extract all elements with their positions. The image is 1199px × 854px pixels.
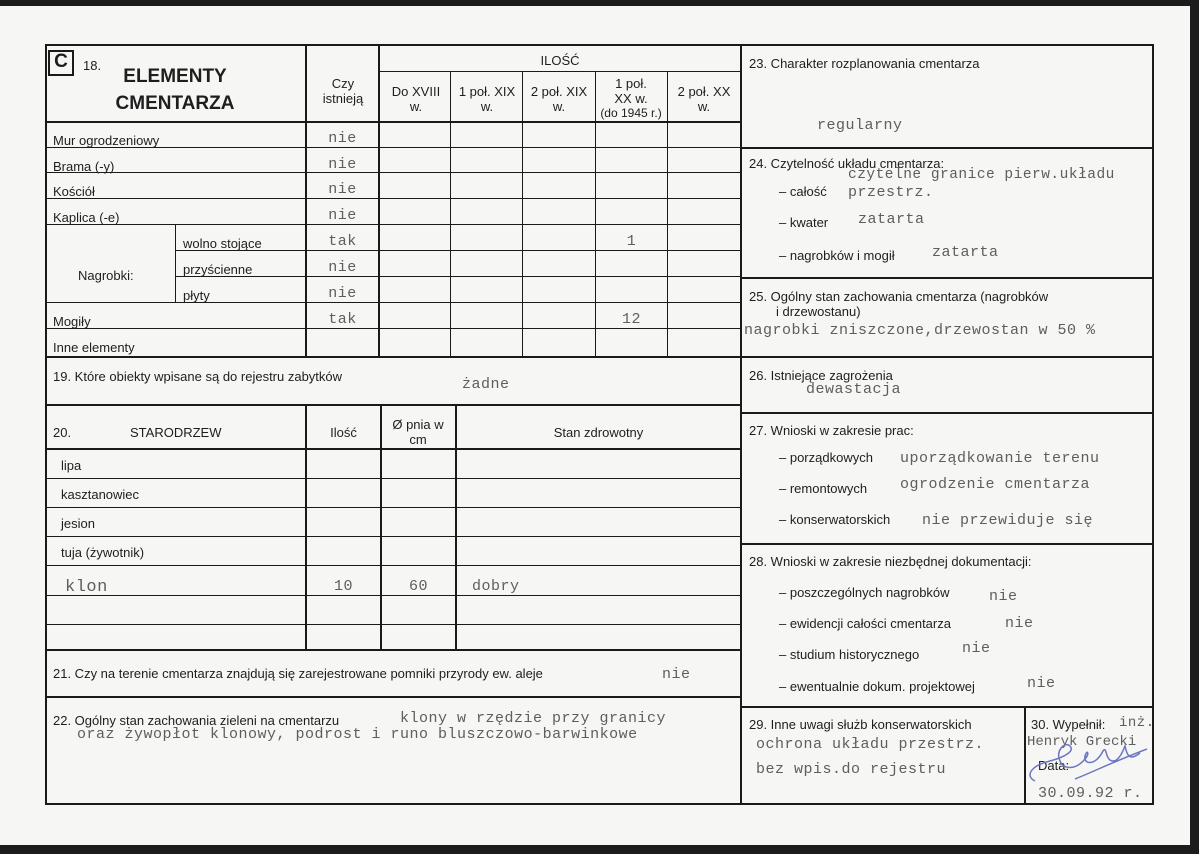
column-header: Ilość (330, 425, 357, 440)
typed-value: ochrona układu przestrz. (756, 736, 985, 753)
column-header: 1 poł. XIX w. (458, 84, 516, 114)
section-title: STARODRZEW (130, 425, 222, 440)
item-label: – studium historycznego (779, 647, 920, 662)
typed-value: żadne (462, 376, 510, 393)
typed-value: inż. (1119, 715, 1155, 731)
typed-value: nie (989, 588, 1018, 605)
signature-mark (1015, 731, 1155, 791)
column-header: Stan zdrowotny (553, 425, 644, 440)
typed-value: 60 (408, 578, 428, 595)
species-label: lipa (61, 458, 82, 473)
row-label: Inne elementy (53, 340, 135, 355)
typed-value: nie (1027, 675, 1056, 692)
exists-value: nie (328, 285, 357, 302)
typed-value: uporządkowanie terenu (900, 450, 1100, 467)
section-label: 21. Czy na terenie cmentarza znajdują się zarejestrowane pomniki przyrody ew. aleje (53, 666, 543, 681)
section-label: 24. Czytelność układu cmentarza: (749, 156, 945, 171)
row-label: Mur ogrodzeniowy (53, 133, 160, 148)
section-label: 29. Inne uwagi służb konserwatorskich (749, 717, 972, 732)
column-header: 1 poł. XX w. (614, 76, 648, 106)
typed-value: dewastacja (806, 381, 902, 398)
section-label: 19. Które obiekty wpisane są do rejestru zabytków (53, 369, 343, 384)
section-label: 27. Wnioski w zakresie prac: (749, 423, 914, 438)
row-label: przyścienne (183, 262, 253, 277)
row-label: Nagrobki: (78, 268, 134, 283)
column-header: Czy istnieją (322, 76, 364, 106)
form-code: C (54, 51, 68, 72)
exists-value: nie (328, 156, 357, 173)
item-label: – porządkowych (779, 450, 873, 465)
row-label: Kaplica (-e) (53, 210, 120, 225)
section-label: 23. Charakter rozplanowania cmentarza (749, 56, 980, 71)
typed-value: Henryk Grecki (1027, 734, 1137, 750)
typed-value: klony w rzędzie przy granicy (400, 710, 667, 727)
form-sheet (0, 6, 1190, 845)
column-header: (do 1945 r.) (600, 106, 662, 120)
species-label: tuja (żywotnik) (61, 545, 145, 560)
exists-value: nie (328, 259, 357, 276)
row-label: Brama (-y) (53, 159, 115, 174)
row-label: Kościół (53, 184, 95, 199)
exists-value: tak (328, 233, 357, 250)
typed-value: czytelne granice pierw.układu (848, 167, 1115, 183)
typed-value: nie (962, 640, 991, 657)
typed-value: nie (662, 666, 691, 683)
column-header: Do XVIII w. (391, 84, 441, 114)
typed-value: przestrz. (848, 184, 934, 201)
exists-value: nie (328, 130, 357, 147)
exists-value: nie (328, 207, 357, 224)
item-label: – kwater (779, 215, 829, 230)
count-value: 12 (621, 311, 641, 328)
row-label: wolno stojące (183, 236, 262, 251)
date-label: Data: (1038, 758, 1070, 773)
section-label: i drzewostanu) (776, 304, 861, 319)
typed-value: nie (1005, 615, 1034, 632)
item-label: – nagrobków i mogił (779, 248, 895, 263)
section-label: 26. Istniejące zagrożenia (749, 368, 893, 383)
section-title: ELEMENTY (123, 66, 227, 87)
typed-value: ogrodzenie cmentarza (900, 476, 1091, 493)
item-label: – poszczególnych nagrobków (779, 585, 950, 600)
row-label: Mogiły (53, 314, 91, 329)
typed-value: nie przewiduje się (922, 512, 1094, 529)
row-label: płyty (183, 288, 210, 303)
count-value: 1 (626, 233, 637, 250)
typed-value: 30.09.92 r. (1038, 785, 1143, 802)
species-label: kasztanowiec (61, 487, 140, 502)
column-header: 2 poł. XIX w. (530, 84, 588, 114)
typed-value: nagrobki zniszczone,drzewostan w 50 % (744, 322, 1096, 339)
column-header: ILOŚĆ (540, 53, 580, 68)
item-label: – ewidencji całości cmentarza (779, 616, 951, 631)
species-label: jesion (61, 516, 95, 531)
typed-value: zatarta (858, 211, 925, 228)
exists-value: tak (328, 311, 357, 328)
item-label: – konserwatorskich (779, 512, 891, 527)
item-label: – remontowych (779, 481, 868, 496)
typed-value: klon (65, 578, 108, 597)
section-label: 30. Wypełnił: (1031, 717, 1106, 732)
exists-value: nie (328, 181, 357, 198)
typed-value: 10 (333, 578, 353, 595)
column-header: Ø pnia w cm (392, 417, 444, 447)
section-title: CMENTARZA (115, 93, 235, 114)
column-header: 2 poł. XX w. (677, 84, 731, 114)
section-label: 22. Ogólny stan zachowania zieleni na cmentarzu (53, 713, 340, 728)
item-label: – całość (779, 184, 827, 199)
typed-value: bez wpis.do rejestru (756, 761, 947, 778)
typed-value: dobry (472, 578, 520, 595)
section-number: 20. (53, 425, 72, 440)
section-number: 18. (83, 58, 102, 73)
item-label: – ewentualnie dokum. projektowej (779, 679, 975, 694)
section-label: 25. Ogólny stan zachowania cmentarza (nagrobków (749, 289, 1049, 304)
typed-value: zatarta (932, 244, 999, 261)
section-label: 28. Wnioski w zakresie niezbędnej dokumentacji: (749, 554, 1032, 569)
typed-value: oraz żywopłot klonowy, podrost i runo bluszczowo-barwinkowe (77, 726, 638, 743)
typed-value: regularny (817, 117, 903, 134)
